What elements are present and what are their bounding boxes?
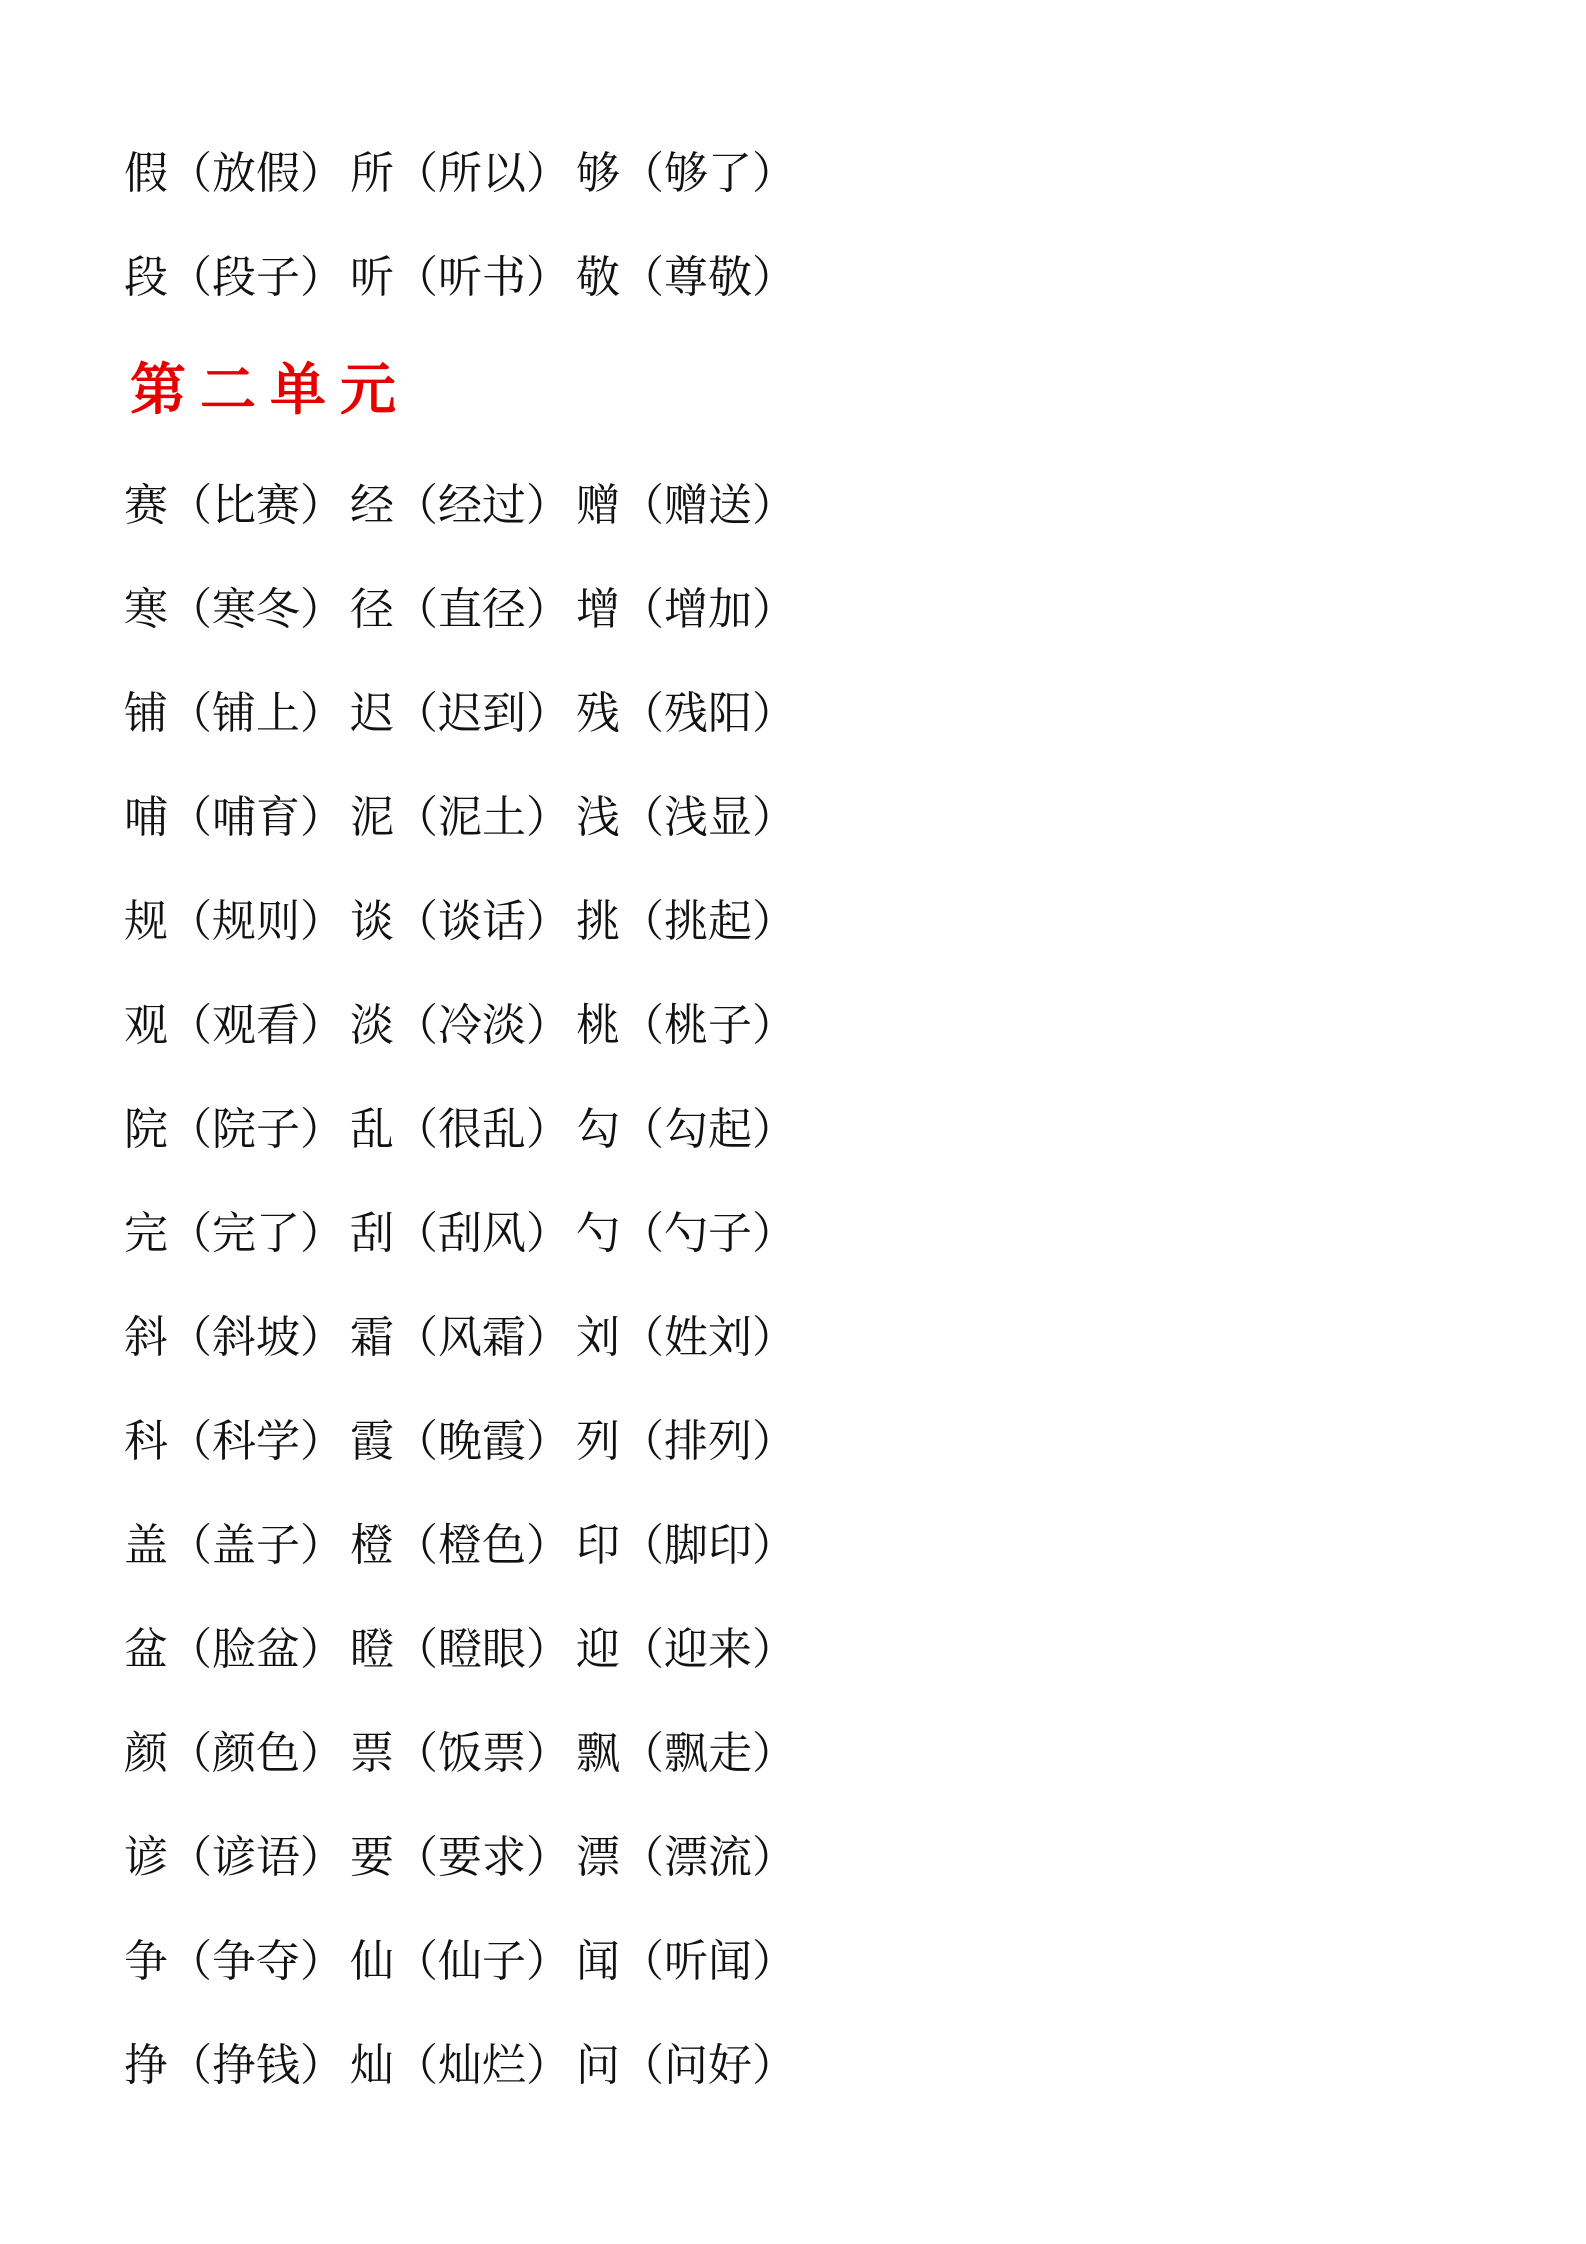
open-paren: （: [394, 1936, 438, 1987]
vocab-character: 增: [576, 584, 620, 635]
close-paren: ）: [300, 1624, 344, 1675]
vocab-row: [124, 144, 802, 204]
vocab-character: 仙: [350, 1936, 394, 1987]
open-paren: （: [394, 1520, 438, 1571]
vocab-character: 段: [124, 252, 168, 303]
vocab-row: [124, 1412, 802, 1472]
vocab-entry: [350, 1204, 570, 1264]
vocab-character: 谚: [124, 1832, 168, 1883]
vocab-character: 要: [350, 1832, 394, 1883]
open-paren: （: [168, 1208, 212, 1259]
vocab-entry: [576, 788, 796, 848]
vocab-character: 斜: [124, 1312, 168, 1363]
vocab-character: 假: [124, 148, 168, 199]
open-paren: （: [168, 584, 212, 635]
close-paren: ）: [526, 688, 570, 739]
vocab-word: 风霜: [438, 1312, 526, 1363]
vocab-row: [124, 1828, 802, 1888]
vocab-entry: [576, 1516, 796, 1576]
close-paren: ）: [752, 1208, 796, 1259]
close-paren: ）: [752, 1624, 796, 1675]
vocab-entry: [124, 1620, 344, 1680]
close-paren: ）: [752, 1000, 796, 1051]
open-paren: （: [168, 688, 212, 739]
vocab-row: [124, 1308, 802, 1368]
close-paren: ）: [300, 792, 344, 843]
vocab-entry: [350, 2036, 570, 2096]
vocab-word: 直径: [438, 584, 526, 635]
open-paren: （: [394, 1728, 438, 1779]
close-paren: ）: [752, 1520, 796, 1571]
close-paren: ）: [300, 1832, 344, 1883]
vocab-word: 院子: [212, 1104, 300, 1155]
vocab-row: [124, 1100, 802, 1160]
close-paren: ）: [526, 792, 570, 843]
close-paren: ）: [300, 148, 344, 199]
open-paren: （: [620, 1520, 664, 1571]
close-paren: ）: [300, 896, 344, 947]
vocab-word: 争夺: [212, 1936, 300, 1987]
close-paren: ）: [300, 688, 344, 739]
close-paren: ）: [752, 1936, 796, 1987]
vocab-entry: [350, 144, 570, 204]
vocab-character: 橙: [350, 1520, 394, 1571]
open-paren: （: [394, 896, 438, 947]
vocab-row: [124, 248, 802, 308]
vocab-entry: [124, 1516, 344, 1576]
vocab-character: 规: [124, 896, 168, 947]
vocab-word: 哺育: [212, 792, 300, 843]
close-paren: ）: [300, 1000, 344, 1051]
vocab-word: 谚语: [212, 1832, 300, 1883]
vocab-entry: [576, 996, 796, 1056]
close-paren: ）: [752, 792, 796, 843]
vocab-word: 灿烂: [438, 2040, 526, 2091]
vocab-entry: [576, 144, 796, 204]
vocab-entry: [350, 1100, 570, 1160]
vocab-character: 票: [350, 1728, 394, 1779]
vocab-character: 径: [350, 584, 394, 635]
vocab-entry: [350, 1516, 570, 1576]
close-paren: ）: [526, 1104, 570, 1155]
close-paren: ）: [526, 148, 570, 199]
vocab-character: 灿: [350, 2040, 394, 2091]
vocab-entry: [576, 1100, 796, 1160]
open-paren: （: [620, 1624, 664, 1675]
vocab-character: 盖: [124, 1520, 168, 1571]
close-paren: ）: [752, 2040, 796, 2091]
vocab-word: 段子: [212, 252, 300, 303]
open-paren: （: [394, 792, 438, 843]
vocab-character: 勾: [576, 1104, 620, 1155]
close-paren: ）: [526, 1000, 570, 1051]
close-paren: ）: [752, 148, 796, 199]
vocab-word: 尊敬: [664, 252, 752, 303]
vocab-entry: [124, 1932, 344, 1992]
close-paren: ）: [752, 1728, 796, 1779]
vocab-entry: [350, 248, 570, 308]
close-paren: ）: [526, 896, 570, 947]
vocab-character: 铺: [124, 688, 168, 739]
vocab-word: 要求: [438, 1832, 526, 1883]
vocab-word: 迟到: [438, 688, 526, 739]
open-paren: （: [394, 148, 438, 199]
vocab-word: 仙子: [438, 1936, 526, 1987]
vocab-word: 浅显: [664, 792, 752, 843]
vocab-word: 冷淡: [438, 1000, 526, 1051]
vocab-character: 浅: [576, 792, 620, 843]
close-paren: ）: [300, 1728, 344, 1779]
open-paren: （: [394, 1208, 438, 1259]
open-paren: （: [394, 1624, 438, 1675]
close-paren: ）: [752, 1832, 796, 1883]
close-paren: ）: [526, 480, 570, 531]
open-paren: （: [620, 1936, 664, 1987]
vocab-entry: [576, 1620, 796, 1680]
vocab-entry: [576, 1412, 796, 1472]
vocab-word: 颜色: [212, 1728, 300, 1779]
vocab-character: 迎: [576, 1624, 620, 1675]
vocab-word: 听闻: [664, 1936, 752, 1987]
open-paren: （: [620, 1312, 664, 1363]
vocab-word: 漂流: [664, 1832, 752, 1883]
open-paren: （: [620, 896, 664, 947]
close-paren: ）: [300, 1416, 344, 1467]
vocab-word: 脸盆: [212, 1624, 300, 1675]
close-paren: ）: [300, 2040, 344, 2091]
open-paren: （: [620, 584, 664, 635]
vocab-row: [124, 476, 802, 536]
open-paren: （: [168, 792, 212, 843]
vocab-word: 斜坡: [212, 1312, 300, 1363]
close-paren: ）: [526, 252, 570, 303]
open-paren: （: [620, 1208, 664, 1259]
vocab-word: 橙色: [438, 1520, 526, 1571]
open-paren: （: [394, 1000, 438, 1051]
vocab-entry: [576, 684, 796, 744]
vocab-word: 比赛: [212, 480, 300, 531]
vocab-character: 经: [350, 480, 394, 531]
vocab-entry: [576, 1932, 796, 1992]
vocab-row: [124, 1724, 802, 1784]
vocab-entry: [124, 144, 344, 204]
close-paren: ）: [752, 584, 796, 635]
vocab-character: 桃: [576, 1000, 620, 1051]
open-paren: （: [168, 1104, 212, 1155]
close-paren: ）: [752, 1416, 796, 1467]
close-paren: ）: [526, 1728, 570, 1779]
vocab-entry: [124, 1412, 344, 1472]
vocab-word: 规则: [212, 896, 300, 947]
close-paren: ）: [526, 1624, 570, 1675]
vocab-character: 瞪: [350, 1624, 394, 1675]
open-paren: （: [394, 1416, 438, 1467]
vocab-entry: [124, 1308, 344, 1368]
vocab-row: [124, 1932, 802, 1992]
vocab-word: 瞪眼: [438, 1624, 526, 1675]
vocab-entry: [350, 788, 570, 848]
vocab-entry: [350, 996, 570, 1056]
close-paren: ）: [752, 480, 796, 531]
open-paren: （: [394, 688, 438, 739]
vocab-entry: [350, 1828, 570, 1888]
open-paren: （: [168, 1520, 212, 1571]
vocab-word: 赠送: [664, 480, 752, 531]
close-paren: ）: [526, 1520, 570, 1571]
close-paren: ）: [752, 1104, 796, 1155]
vocab-character: 哺: [124, 792, 168, 843]
vocab-word: 迎来: [664, 1624, 752, 1675]
open-paren: （: [620, 1728, 664, 1779]
vocab-character: 淡: [350, 1000, 394, 1051]
vocab-entry: [124, 1204, 344, 1264]
vocab-character: 漂: [576, 1832, 620, 1883]
vocab-word: 谈话: [438, 896, 526, 947]
vocab-character: 问: [576, 2040, 620, 2091]
close-paren: ）: [526, 1936, 570, 1987]
vocab-word: 所以: [438, 148, 526, 199]
vocab-entry: [576, 1724, 796, 1784]
vocab-entry: [124, 684, 344, 744]
vocab-character: 霞: [350, 1416, 394, 1467]
vocab-character: 刘: [576, 1312, 620, 1363]
close-paren: ）: [300, 1208, 344, 1259]
vocab-word: 很乱: [438, 1104, 526, 1155]
vocab-word: 寒冬: [212, 584, 300, 635]
open-paren: （: [620, 252, 664, 303]
vocab-word: 勾起: [664, 1104, 752, 1155]
close-paren: ）: [752, 896, 796, 947]
vocab-row: [124, 580, 802, 640]
open-paren: （: [168, 1416, 212, 1467]
vocab-character: 颜: [124, 1728, 168, 1779]
close-paren: ）: [526, 2040, 570, 2091]
vocab-character: 科: [124, 1416, 168, 1467]
vocab-entry: [576, 476, 796, 536]
close-paren: ）: [300, 1104, 344, 1155]
close-paren: ）: [300, 252, 344, 303]
vocab-entry: [350, 1724, 570, 1784]
vocab-word: 听书: [438, 252, 526, 303]
open-paren: （: [168, 1624, 212, 1675]
vocab-word: 饭票: [438, 1728, 526, 1779]
vocab-character: 完: [124, 1208, 168, 1259]
close-paren: ）: [300, 1312, 344, 1363]
vocab-entry: [576, 1308, 796, 1368]
vocab-entry: [350, 1308, 570, 1368]
open-paren: （: [168, 148, 212, 199]
vocab-word: 铺上: [212, 688, 300, 739]
close-paren: ）: [752, 1312, 796, 1363]
vocab-character: 迟: [350, 688, 394, 739]
vocab-word: 勺子: [664, 1208, 752, 1259]
close-paren: ）: [300, 1936, 344, 1987]
vocab-character: 挑: [576, 896, 620, 947]
vocab-entry: [124, 892, 344, 952]
vocab-entry: [350, 684, 570, 744]
vocab-row: [124, 996, 802, 1056]
open-paren: （: [168, 1936, 212, 1987]
close-paren: ）: [526, 1416, 570, 1467]
vocab-word: 脚印: [664, 1520, 752, 1571]
vocab-character: 够: [576, 148, 620, 199]
vocab-word: 挣钱: [212, 2040, 300, 2091]
vocab-word: 经过: [438, 480, 526, 531]
open-paren: （: [394, 1312, 438, 1363]
vocab-entry: [576, 892, 796, 952]
vocab-word: 刮风: [438, 1208, 526, 1259]
close-paren: ）: [752, 252, 796, 303]
open-paren: （: [620, 1000, 664, 1051]
close-paren: ）: [300, 480, 344, 531]
open-paren: （: [394, 480, 438, 531]
vocab-entry: [124, 2036, 344, 2096]
vocab-word: 飘走: [664, 1728, 752, 1779]
vocab-word: 泥土: [438, 792, 526, 843]
close-paren: ）: [526, 1312, 570, 1363]
vocab-entry: [124, 788, 344, 848]
close-paren: ）: [526, 1208, 570, 1259]
close-paren: ）: [526, 1832, 570, 1883]
vocab-character: 泥: [350, 792, 394, 843]
vocab-word: 挑起: [664, 896, 752, 947]
vocab-character: 观: [124, 1000, 168, 1051]
vocab-entry: [124, 248, 344, 308]
open-paren: （: [168, 480, 212, 531]
vocab-entry: [350, 892, 570, 952]
open-paren: （: [168, 1312, 212, 1363]
vocab-word: 完了: [212, 1208, 300, 1259]
vocab-character: 所: [350, 148, 394, 199]
vocab-row: [124, 788, 802, 848]
vocab-entry: [124, 996, 344, 1056]
vocab-word: 增加: [664, 584, 752, 635]
vocab-entry: [124, 1828, 344, 1888]
vocab-word: 够了: [664, 148, 752, 199]
close-paren: ）: [526, 584, 570, 635]
vocab-word: 科学: [212, 1416, 300, 1467]
vocab-word: 盖子: [212, 1520, 300, 1571]
open-paren: （: [168, 896, 212, 947]
vocab-character: 寒: [124, 584, 168, 635]
vocab-character: 赛: [124, 480, 168, 531]
vocab-entry: [350, 580, 570, 640]
vocab-entry: [350, 1412, 570, 1472]
open-paren: （: [394, 1104, 438, 1155]
vocab-entry: [350, 1620, 570, 1680]
vocab-character: 勺: [576, 1208, 620, 1259]
vocab-row: [124, 1204, 802, 1264]
open-paren: （: [394, 584, 438, 635]
vocab-character: 列: [576, 1416, 620, 1467]
vocab-character: 残: [576, 688, 620, 739]
open-paren: （: [168, 1832, 212, 1883]
vocab-character: 刮: [350, 1208, 394, 1259]
vocab-entry: [350, 1932, 570, 1992]
vocab-entry: [124, 580, 344, 640]
vocab-word: 问好: [664, 2040, 752, 2091]
vocab-entry: [124, 476, 344, 536]
vocab-word: 残阳: [664, 688, 752, 739]
vocab-character: 听: [350, 252, 394, 303]
open-paren: （: [620, 1104, 664, 1155]
vocab-entry: [124, 1724, 344, 1784]
open-paren: （: [620, 688, 664, 739]
open-paren: （: [394, 252, 438, 303]
close-paren: ）: [300, 584, 344, 635]
open-paren: （: [394, 1832, 438, 1883]
vocab-word: 观看: [212, 1000, 300, 1051]
vocab-character: 赠: [576, 480, 620, 531]
open-paren: （: [620, 148, 664, 199]
vocab-character: 印: [576, 1520, 620, 1571]
vocab-word: 排列: [664, 1416, 752, 1467]
vocab-entry: [124, 1100, 344, 1160]
vocab-character: 飘: [576, 1728, 620, 1779]
open-paren: （: [620, 792, 664, 843]
vocab-character: 争: [124, 1936, 168, 1987]
open-paren: （: [168, 1000, 212, 1051]
open-paren: （: [620, 2040, 664, 2091]
vocab-word: 桃子: [664, 1000, 752, 1051]
vocab-character: 闻: [576, 1936, 620, 1987]
open-paren: （: [168, 1728, 212, 1779]
vocab-entry: [350, 476, 570, 536]
vocab-entry: [576, 580, 796, 640]
section-heading: 第二单元: [130, 357, 410, 423]
close-paren: ）: [300, 1520, 344, 1571]
vocab-character: 霜: [350, 1312, 394, 1363]
vocab-character: 院: [124, 1104, 168, 1155]
open-paren: （: [620, 480, 664, 531]
vocab-character: 谈: [350, 896, 394, 947]
vocab-word: 放假: [212, 148, 300, 199]
close-paren: ）: [752, 688, 796, 739]
vocab-entry: [576, 248, 796, 308]
vocab-row: [124, 1620, 802, 1680]
vocab-row: [124, 684, 802, 744]
vocab-character: 盆: [124, 1624, 168, 1675]
vocab-character: 挣: [124, 2040, 168, 2091]
open-paren: （: [620, 1416, 664, 1467]
vocab-entry: [576, 1828, 796, 1888]
vocab-row: [124, 1516, 802, 1576]
vocab-character: 乱: [350, 1104, 394, 1155]
vocab-row: [124, 2036, 802, 2096]
open-paren: （: [394, 2040, 438, 2091]
vocab-entry: [576, 1204, 796, 1264]
vocab-entry: [576, 2036, 796, 2096]
open-paren: （: [168, 2040, 212, 2091]
vocab-row: [124, 892, 802, 952]
vocab-word: 晚霞: [438, 1416, 526, 1467]
vocab-character: 敬: [576, 252, 620, 303]
open-paren: （: [168, 252, 212, 303]
vocab-word: 姓刘: [664, 1312, 752, 1363]
open-paren: （: [620, 1832, 664, 1883]
